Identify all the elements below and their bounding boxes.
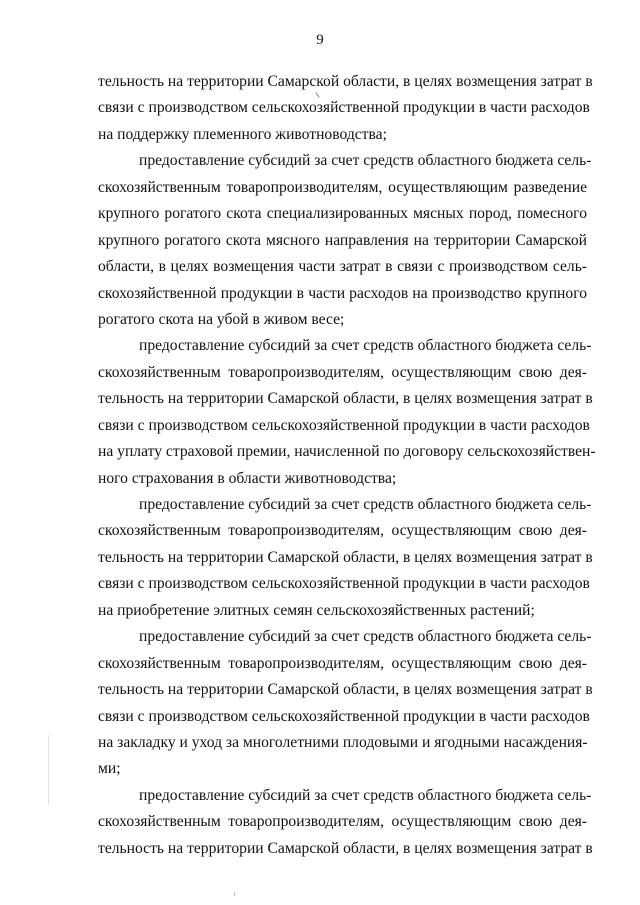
page-number: 9 — [316, 32, 324, 48]
paragraph-5 — [98, 624, 593, 783]
text-line: ного страхования в области животноводства; — [98, 469, 397, 487]
text-line: связи с производством сельскохозяйственной продукции в части расходов — [98, 575, 590, 593]
text-line: предоставление субсидий за счет средств областного бюджета сель- — [139, 786, 592, 804]
scan-mark — [48, 735, 49, 805]
text-line: скохозяйственным товаропроизводителям, осуществляющим свою дея- — [98, 813, 587, 831]
text-line: скохозяйственным товаропроизводителям, осуществляющим свою дея- — [98, 654, 587, 672]
text-line: рогатого скота на убой в живом весе; — [98, 310, 345, 328]
paragraph-1 — [98, 69, 593, 148]
text-line: связи с производством сельскохозяйственной продукции в части расходов — [98, 707, 590, 725]
text-line: тельность на территории Самарской области, в целях возмещения затрат в — [98, 681, 593, 699]
text-line: тельность на территории Самарской области, в целях возмещения затрат в — [98, 390, 593, 408]
text-line: скохозяйственной продукции в части расходов на производство крупного — [98, 284, 587, 302]
text-line: тельность на территории Самарской области, в целях возмещения затрат в — [98, 548, 593, 566]
text-line: на приобретение элитных семян сельскохозяйственных растений; — [98, 601, 535, 619]
paragraph-4 — [98, 492, 593, 624]
text-line: связи с производством сельскохозяйственной продукции в части расходов — [98, 416, 590, 434]
scan-mark — [234, 892, 235, 896]
text-line: крупного рогатого скота специализированных мясных пород, помесного — [98, 205, 587, 223]
text-line: скохозяйственным товаропроизводителям, осуществляющим свою дея- — [98, 522, 587, 540]
text-line: скохозяйственным товаропроизводителям, осуществляющим свою дея- — [98, 363, 587, 381]
text-line: на закладку и уход за многолетними плодовыми и ягодными насаждения- — [98, 733, 588, 751]
text-line: на уплату страховой премии, начисленной по договору сельскохозяйствен- — [98, 443, 596, 461]
text-line: на поддержку племенного животноводства; — [98, 125, 387, 143]
text-line: ми; — [98, 760, 121, 778]
text-line: крупного рогатого скота мясного направления на территории Самарской — [98, 231, 587, 249]
document-body — [98, 69, 596, 862]
text-line: предоставление субсидий за счет средств областного бюджета сель- — [139, 152, 592, 170]
text-line: области, в целях возмещения части затрат в связи с производством сель- — [98, 258, 587, 276]
text-line: предоставление субсидий за счет средств областного бюджета сель- — [139, 496, 592, 513]
text-line: тельность на территории Самарской области, в целях возмещения затрат в — [98, 839, 593, 857]
paragraph-3 — [98, 333, 596, 492]
text-line: связи с производством сельскохозяйственной продукции в части расходов — [98, 99, 590, 117]
text-line: предоставление субсидий за счет средств областного бюджета сель- — [139, 628, 592, 646]
text-line: предоставление субсидий за счет средств областного бюджета сель- — [139, 337, 592, 355]
paragraph-6 — [98, 783, 593, 862]
text-line: скохозяйственным товаропроизводителям, осуществляющим разведение — [98, 178, 587, 196]
text-line: тельность на территории Самарской области, в целях возмещения затрат в — [98, 73, 593, 90]
paragraph-2 — [98, 148, 592, 333]
